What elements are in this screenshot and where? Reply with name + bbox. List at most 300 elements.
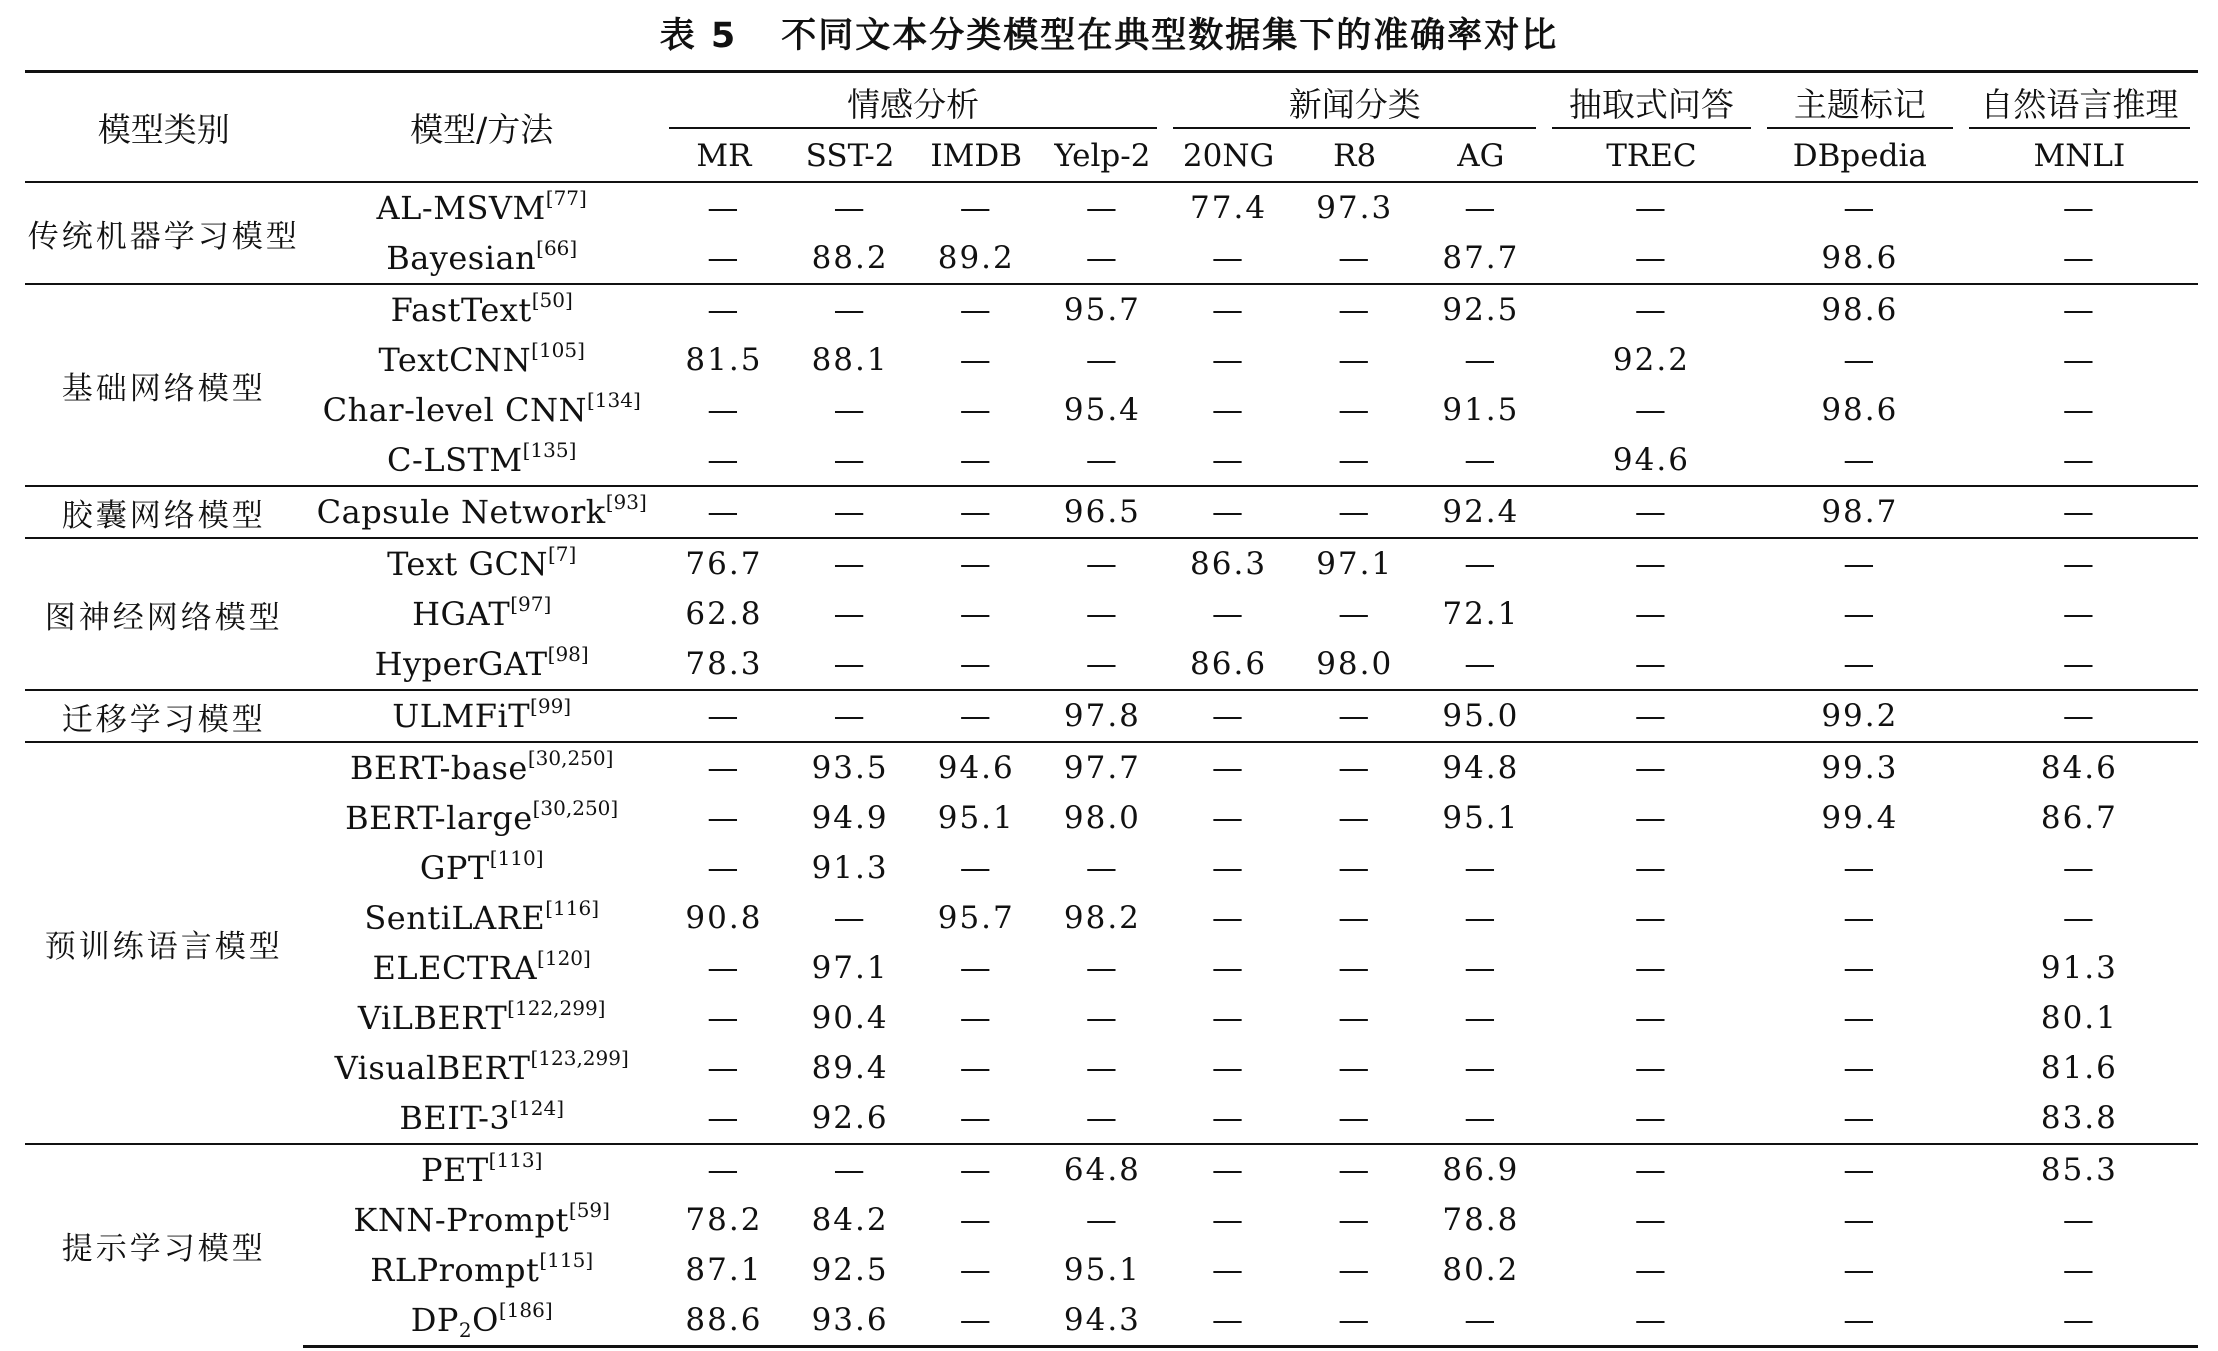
accuracy-cell: 62.8 bbox=[685, 596, 763, 632]
citation-ref: [99] bbox=[530, 694, 572, 718]
accuracy-cell: — bbox=[787, 1144, 913, 1195]
model-cell bbox=[303, 538, 661, 589]
model-cell bbox=[303, 1245, 661, 1295]
accuracy-cell: 95.1 bbox=[1442, 800, 1520, 836]
model-cell bbox=[303, 943, 661, 993]
accuracy-cell: 95.4 bbox=[1063, 392, 1141, 428]
model-cell bbox=[303, 639, 661, 690]
accuracy-cell: 97.1 bbox=[1292, 538, 1418, 589]
accuracy-cell: 98.0 bbox=[1316, 646, 1394, 682]
category-cell: 传统机器学习模型 bbox=[27, 218, 300, 255]
accuracy-cell: 89.2 bbox=[937, 240, 1015, 276]
accuracy-cell: — bbox=[1634, 900, 1668, 936]
accuracy-cell: — bbox=[1418, 1295, 1544, 1347]
accuracy-cell: 92.5 bbox=[1418, 284, 1544, 335]
table-title: 不同文本分类模型在典型数据集下的准确率对比 bbox=[781, 16, 1559, 56]
accuracy-cell: 78.8 bbox=[1442, 1202, 1520, 1238]
accuracy-cell: — bbox=[2062, 1252, 2096, 1288]
accuracy-cell: — bbox=[959, 1252, 993, 1288]
header-group-news: 新闻分类 bbox=[1165, 72, 1543, 132]
accuracy-cell: — bbox=[787, 690, 913, 742]
accuracy-cell: 99.4 bbox=[1821, 800, 1899, 836]
accuracy-cell: — bbox=[1338, 1050, 1372, 1086]
accuracy-cell: 95.1 bbox=[937, 800, 1015, 836]
table-row bbox=[25, 589, 2198, 639]
model-name: DP bbox=[410, 1301, 459, 1339]
accuracy-cell: — bbox=[1759, 1144, 1961, 1195]
accuracy-cell: — bbox=[1843, 1050, 1877, 1086]
accuracy-cell: — bbox=[959, 950, 993, 986]
accuracy-cell: 72.1 bbox=[1442, 596, 1520, 632]
accuracy-cell: — bbox=[1165, 1144, 1291, 1195]
table-row bbox=[25, 1043, 2198, 1093]
accuracy-cell: — bbox=[833, 646, 867, 682]
accuracy-cell: 87.1 bbox=[685, 1252, 763, 1288]
accuracy-cell: — bbox=[1085, 1050, 1119, 1086]
accuracy-cell: 95.7 bbox=[937, 900, 1015, 936]
accuracy-cell: — bbox=[661, 742, 787, 793]
accuracy-cell: — bbox=[1843, 850, 1877, 886]
model-cell bbox=[303, 335, 661, 385]
model-cell bbox=[303, 284, 661, 335]
model-name: GPT bbox=[419, 849, 490, 887]
accuracy-cell: — bbox=[1634, 1100, 1668, 1136]
accuracy-cell: 78.3 bbox=[685, 646, 763, 682]
accuracy-cell: — bbox=[959, 1000, 993, 1036]
accuracy-cell: — bbox=[1085, 596, 1119, 632]
accuracy-cell: — bbox=[787, 486, 913, 538]
accuracy-cell: — bbox=[913, 284, 1039, 335]
model-name: FastText bbox=[390, 291, 532, 329]
accuracy-cell: — bbox=[1338, 342, 1372, 378]
accuracy-cell: — bbox=[1634, 646, 1668, 682]
citation-ref: [30,250] bbox=[532, 796, 619, 820]
category-cell: 胶囊网络模型 bbox=[25, 486, 303, 538]
accuracy-cell: 77.4 bbox=[1190, 190, 1268, 226]
accuracy-cell: — bbox=[1212, 342, 1246, 378]
accuracy-cell: — bbox=[959, 342, 993, 378]
header-dataset: Yelp-2 bbox=[1039, 131, 1165, 182]
accuracy-cell: 94.6 bbox=[913, 742, 1039, 793]
accuracy-cell: — bbox=[1338, 1100, 1372, 1136]
accuracy-cell: — bbox=[1085, 442, 1119, 478]
citation-ref: [134] bbox=[586, 388, 641, 412]
accuracy-cell: 88.6 bbox=[661, 1295, 787, 1347]
accuracy-cell: — bbox=[2062, 392, 2096, 428]
accuracy-cell: — bbox=[661, 1144, 787, 1195]
category-cell: 预训练语言模型 bbox=[25, 742, 303, 1144]
citation-ref: [93] bbox=[605, 490, 647, 514]
accuracy-cell: — bbox=[707, 442, 741, 478]
accuracy-cell: — bbox=[1338, 596, 1372, 632]
accuracy-cell: — bbox=[913, 690, 1039, 742]
header-dataset: R8 bbox=[1292, 131, 1418, 182]
table-row bbox=[25, 284, 2198, 335]
accuracy-cell: — bbox=[1085, 850, 1119, 886]
accuracy-cell: — bbox=[661, 486, 787, 538]
accuracy-cell: — bbox=[1212, 800, 1246, 836]
accuracy-cell: 98.6 bbox=[1759, 284, 1961, 335]
accuracy-cell: — bbox=[1165, 742, 1291, 793]
accuracy-cell: — bbox=[1338, 850, 1372, 886]
accuracy-cell: 80.1 bbox=[2040, 1000, 2118, 1036]
accuracy-cell: — bbox=[1338, 1202, 1372, 1238]
accuracy-cell: — bbox=[1085, 646, 1119, 682]
accuracy-cell: 92.5 bbox=[811, 1252, 889, 1288]
accuracy-cell: — bbox=[913, 538, 1039, 589]
model-name: Bayesian bbox=[386, 239, 537, 277]
accuracy-cell: — bbox=[2062, 900, 2096, 936]
table-caption bbox=[0, 8, 2218, 64]
accuracy-cell: 97.1 bbox=[811, 950, 889, 986]
model-name: SentiLARE bbox=[364, 899, 546, 937]
accuracy-cell: — bbox=[1843, 900, 1877, 936]
accuracy-cell: 81.5 bbox=[685, 342, 763, 378]
header-dataset: MR bbox=[661, 131, 787, 182]
accuracy-cell: 99.3 bbox=[1759, 742, 1961, 793]
accuracy-cell: — bbox=[1165, 486, 1291, 538]
model-cell bbox=[303, 1043, 661, 1093]
accuracy-cell: — bbox=[2062, 596, 2096, 632]
header-group-nli: 自然语言推理 bbox=[1961, 72, 2198, 132]
accuracy-cell: 76.7 bbox=[661, 538, 787, 589]
accuracy-cell: 98.6 bbox=[1821, 392, 1899, 428]
accuracy-cell: 81.6 bbox=[2040, 1050, 2118, 1086]
accuracy-cell: 98.2 bbox=[1063, 900, 1141, 936]
accuracy-cell: — bbox=[707, 1100, 741, 1136]
accuracy-cell: — bbox=[707, 1000, 741, 1036]
accuracy-cell: 89.4 bbox=[811, 1050, 889, 1086]
accuracy-cell: — bbox=[959, 392, 993, 428]
accuracy-cell: — bbox=[707, 800, 741, 836]
accuracy-cell: — bbox=[959, 596, 993, 632]
accuracy-cell: 80.2 bbox=[1442, 1252, 1520, 1288]
table-row bbox=[25, 385, 2198, 435]
accuracy-cell: — bbox=[1085, 342, 1119, 378]
accuracy-cell: — bbox=[833, 392, 867, 428]
accuracy-cell: — bbox=[1212, 240, 1246, 276]
accuracy-cell: — bbox=[959, 850, 993, 886]
citation-ref: [110] bbox=[489, 846, 544, 870]
accuracy-cell: 87.7 bbox=[1442, 240, 1520, 276]
accuracy-cell: — bbox=[1843, 950, 1877, 986]
model-cell bbox=[303, 589, 661, 639]
citation-ref: [122,299] bbox=[507, 996, 606, 1020]
accuracy-cell: — bbox=[1634, 240, 1668, 276]
table-row bbox=[25, 335, 2198, 385]
model-cell bbox=[303, 893, 661, 943]
accuracy-cell: — bbox=[1843, 596, 1877, 632]
accuracy-cell: — bbox=[1634, 190, 1668, 226]
accuracy-cell: — bbox=[707, 850, 741, 886]
accuracy-cell: 92.6 bbox=[811, 1100, 889, 1136]
model-cell bbox=[303, 690, 661, 742]
accuracy-cell: 93.5 bbox=[787, 742, 913, 793]
table-row bbox=[25, 182, 2198, 233]
accuracy-cell: — bbox=[1634, 1050, 1668, 1086]
accuracy-cell: — bbox=[959, 646, 993, 682]
accuracy-cell: — bbox=[787, 284, 913, 335]
accuracy-cell: — bbox=[1212, 1050, 1246, 1086]
accuracy-cell: 78.2 bbox=[685, 1202, 763, 1238]
accuracy-cell: 92.2 bbox=[1612, 342, 1690, 378]
model-cell bbox=[303, 1195, 661, 1245]
citation-ref: [135] bbox=[522, 438, 577, 462]
accuracy-cell: — bbox=[1165, 284, 1291, 335]
table-row bbox=[25, 993, 2198, 1043]
accuracy-cell: 94.8 bbox=[1418, 742, 1544, 793]
accuracy-cell: — bbox=[1544, 486, 1759, 538]
model-cell bbox=[303, 385, 661, 435]
model-cell bbox=[303, 486, 661, 538]
model-name: BERT-large bbox=[345, 799, 533, 837]
header-category: 模型类别 bbox=[25, 72, 303, 183]
accuracy-cell: — bbox=[1464, 900, 1498, 936]
accuracy-cell: — bbox=[1843, 442, 1877, 478]
accuracy-cell: — bbox=[707, 1050, 741, 1086]
table-row bbox=[25, 793, 2198, 843]
table-row bbox=[25, 1195, 2198, 1245]
model-name: Capsule Network bbox=[316, 493, 606, 531]
accuracy-cell: — bbox=[1292, 486, 1418, 538]
table-row bbox=[25, 233, 2198, 284]
category-cell: 迁移学习模型 bbox=[25, 690, 303, 742]
accuracy-cell: — bbox=[1292, 284, 1418, 335]
accuracy-cell: 85.3 bbox=[1961, 1144, 2198, 1195]
header-dataset: SST-2 bbox=[787, 131, 913, 182]
header-dataset: TREC bbox=[1544, 131, 1759, 182]
accuracy-cell: — bbox=[959, 1050, 993, 1086]
model-name: TextCNN bbox=[378, 341, 532, 379]
accuracy-cell: 83.8 bbox=[2040, 1100, 2118, 1136]
model-name: PET bbox=[420, 1151, 489, 1189]
accuracy-cell: 86.9 bbox=[1418, 1144, 1544, 1195]
accuracy-cell: — bbox=[959, 1100, 993, 1136]
table-row bbox=[25, 435, 2198, 486]
accuracy-cell: 98.6 bbox=[1821, 240, 1899, 276]
header-group-sentiment: 情感分析 bbox=[661, 72, 1166, 132]
citation-ref: [98] bbox=[547, 642, 589, 666]
accuracy-cell: — bbox=[1634, 950, 1668, 986]
model-name: RLPrompt bbox=[370, 1251, 540, 1289]
accuracy-cell: — bbox=[1464, 1100, 1498, 1136]
header-group-topic: 主题标记 bbox=[1759, 72, 1961, 132]
accuracy-cell: — bbox=[1292, 742, 1418, 793]
table-body bbox=[25, 182, 2198, 1347]
accuracy-cell: — bbox=[1634, 1252, 1668, 1288]
accuracy-cell: — bbox=[2062, 646, 2096, 682]
accuracy-cell: — bbox=[1759, 1295, 1961, 1347]
accuracy-cell: — bbox=[1464, 342, 1498, 378]
accuracy-cell: 97.7 bbox=[1039, 742, 1165, 793]
accuracy-table bbox=[25, 70, 2198, 1348]
accuracy-cell: 98.7 bbox=[1759, 486, 1961, 538]
accuracy-cell: 95.7 bbox=[1039, 284, 1165, 335]
model-name: BERT-base bbox=[349, 749, 528, 787]
accuracy-cell: — bbox=[1212, 1252, 1246, 1288]
accuracy-cell: — bbox=[1961, 538, 2198, 589]
accuracy-cell: — bbox=[2062, 850, 2096, 886]
model-cell bbox=[303, 435, 661, 486]
accuracy-cell: — bbox=[833, 442, 867, 478]
accuracy-cell: — bbox=[1759, 538, 1961, 589]
accuracy-cell: — bbox=[1843, 646, 1877, 682]
accuracy-cell: — bbox=[1338, 800, 1372, 836]
accuracy-cell: — bbox=[1085, 1202, 1119, 1238]
category-cell: 基础网络模型 bbox=[25, 284, 303, 486]
category-cell: 图神经网络模型 bbox=[25, 538, 303, 690]
model-name: KNN-Prompt bbox=[353, 1201, 569, 1239]
model-name: AL-MSVM bbox=[376, 189, 546, 227]
accuracy-cell: — bbox=[1544, 284, 1759, 335]
accuracy-cell: — bbox=[1212, 850, 1246, 886]
accuracy-cell: — bbox=[1544, 1295, 1759, 1347]
model-cell bbox=[303, 1093, 661, 1144]
accuracy-cell: — bbox=[1085, 190, 1119, 226]
accuracy-cell: 95.0 bbox=[1418, 690, 1544, 742]
accuracy-cell: — bbox=[1544, 538, 1759, 589]
accuracy-cell: — bbox=[1544, 1144, 1759, 1195]
accuracy-cell: — bbox=[1961, 284, 2198, 335]
accuracy-cell: 92.4 bbox=[1418, 486, 1544, 538]
header-dataset: 20NG bbox=[1165, 131, 1291, 182]
accuracy-cell: — bbox=[1212, 1000, 1246, 1036]
accuracy-cell: — bbox=[707, 190, 741, 226]
accuracy-cell: 84.2 bbox=[811, 1202, 889, 1238]
accuracy-cell: — bbox=[1544, 742, 1759, 793]
accuracy-cell: 95.1 bbox=[1063, 1252, 1141, 1288]
accuracy-cell: — bbox=[1212, 1202, 1246, 1238]
accuracy-cell: — bbox=[1464, 190, 1498, 226]
accuracy-cell: — bbox=[1464, 442, 1498, 478]
accuracy-cell: — bbox=[707, 950, 741, 986]
accuracy-cell: 88.2 bbox=[811, 240, 889, 276]
accuracy-cell: — bbox=[1292, 1295, 1418, 1347]
category-cell: 提示学习模型 bbox=[25, 1144, 303, 1347]
accuracy-cell: — bbox=[1085, 950, 1119, 986]
table-row bbox=[25, 742, 2198, 793]
accuracy-cell: — bbox=[1961, 1295, 2198, 1347]
accuracy-cell: — bbox=[1634, 800, 1668, 836]
accuracy-cell: — bbox=[1961, 486, 2198, 538]
accuracy-cell: — bbox=[1634, 1000, 1668, 1036]
citation-ref: [97] bbox=[510, 592, 552, 616]
accuracy-cell: — bbox=[1634, 850, 1668, 886]
header-model: 模型/方法 bbox=[303, 72, 661, 183]
table-row bbox=[25, 1245, 2198, 1295]
accuracy-cell: — bbox=[1843, 1100, 1877, 1136]
table-row bbox=[25, 843, 2198, 893]
citation-ref: [50] bbox=[531, 288, 573, 312]
table-number: 表 5 bbox=[659, 16, 738, 56]
model-name: VisualBERT bbox=[334, 1049, 531, 1087]
accuracy-cell: 98.0 bbox=[1063, 800, 1141, 836]
model-name: Char-level CNN bbox=[322, 391, 587, 429]
accuracy-cell: — bbox=[1338, 1000, 1372, 1036]
citation-ref: [113] bbox=[488, 1148, 543, 1172]
accuracy-cell: — bbox=[1843, 342, 1877, 378]
accuracy-cell: — bbox=[1212, 900, 1246, 936]
citation-ref: [30,250] bbox=[527, 746, 614, 770]
accuracy-cell: — bbox=[2062, 190, 2096, 226]
accuracy-cell: — bbox=[1039, 538, 1165, 589]
header-group-qa: 抽取式问答 bbox=[1544, 72, 1759, 132]
accuracy-cell: — bbox=[833, 190, 867, 226]
model-cell bbox=[303, 1295, 661, 1347]
accuracy-cell: — bbox=[959, 190, 993, 226]
accuracy-cell: — bbox=[1843, 1202, 1877, 1238]
accuracy-cell: 86.6 bbox=[1190, 646, 1268, 682]
model-subscript: 2 bbox=[458, 1318, 473, 1342]
citation-ref: [123,299] bbox=[530, 1046, 629, 1070]
model-name: HGAT bbox=[412, 595, 511, 633]
accuracy-cell: — bbox=[833, 900, 867, 936]
table-row bbox=[25, 690, 2198, 742]
accuracy-cell: — bbox=[1338, 950, 1372, 986]
accuracy-cell: — bbox=[1634, 1202, 1668, 1238]
accuracy-cell: — bbox=[707, 392, 741, 428]
accuracy-cell: — bbox=[1338, 240, 1372, 276]
accuracy-cell: — bbox=[1843, 190, 1877, 226]
accuracy-cell: 64.8 bbox=[1039, 1144, 1165, 1195]
accuracy-cell: 91.3 bbox=[2040, 950, 2118, 986]
table-row bbox=[25, 1144, 2198, 1195]
accuracy-cell: — bbox=[2062, 240, 2096, 276]
model-cell bbox=[303, 182, 661, 233]
model-cell bbox=[303, 993, 661, 1043]
accuracy-cell: — bbox=[2062, 442, 2096, 478]
table-row bbox=[25, 486, 2198, 538]
model-name: ULMFiT bbox=[392, 697, 531, 735]
accuracy-cell: — bbox=[1085, 1100, 1119, 1136]
accuracy-cell: — bbox=[1212, 392, 1246, 428]
accuracy-cell: — bbox=[913, 1295, 1039, 1347]
accuracy-cell: — bbox=[1212, 596, 1246, 632]
accuracy-cell: — bbox=[787, 538, 913, 589]
accuracy-cell: 91.3 bbox=[811, 850, 889, 886]
header-dataset: AG bbox=[1418, 131, 1544, 182]
accuracy-cell: — bbox=[1961, 690, 2198, 742]
accuracy-cell: — bbox=[661, 690, 787, 742]
accuracy-cell: — bbox=[2062, 342, 2096, 378]
table-row bbox=[25, 943, 2198, 993]
accuracy-cell: — bbox=[1338, 392, 1372, 428]
accuracy-cell: — bbox=[1165, 1295, 1291, 1347]
accuracy-cell: — bbox=[707, 240, 741, 276]
header-dataset: MNLI bbox=[1961, 131, 2198, 182]
accuracy-cell: — bbox=[1464, 950, 1498, 986]
citation-ref: [66] bbox=[536, 236, 578, 260]
accuracy-cell: 99.2 bbox=[1759, 690, 1961, 742]
header-dataset: DBpedia bbox=[1759, 131, 1961, 182]
citation-ref: [116] bbox=[545, 896, 600, 920]
accuracy-cell: — bbox=[959, 1202, 993, 1238]
model-name: C-LSTM bbox=[387, 441, 523, 479]
table-row bbox=[25, 1295, 2198, 1347]
accuracy-cell: 94.3 bbox=[1039, 1295, 1165, 1347]
accuracy-cell: — bbox=[1464, 850, 1498, 886]
model-cell bbox=[303, 793, 661, 843]
model-name: HyperGAT bbox=[374, 645, 548, 683]
model-cell bbox=[303, 843, 661, 893]
model-name: ELECTRA bbox=[372, 949, 538, 987]
accuracy-cell: — bbox=[1464, 1050, 1498, 1086]
accuracy-cell: 97.3 bbox=[1316, 190, 1394, 226]
table-row bbox=[25, 1093, 2198, 1144]
accuracy-cell: — bbox=[1418, 538, 1544, 589]
accuracy-cell: 86.3 bbox=[1165, 538, 1291, 589]
accuracy-cell: — bbox=[2062, 1202, 2096, 1238]
